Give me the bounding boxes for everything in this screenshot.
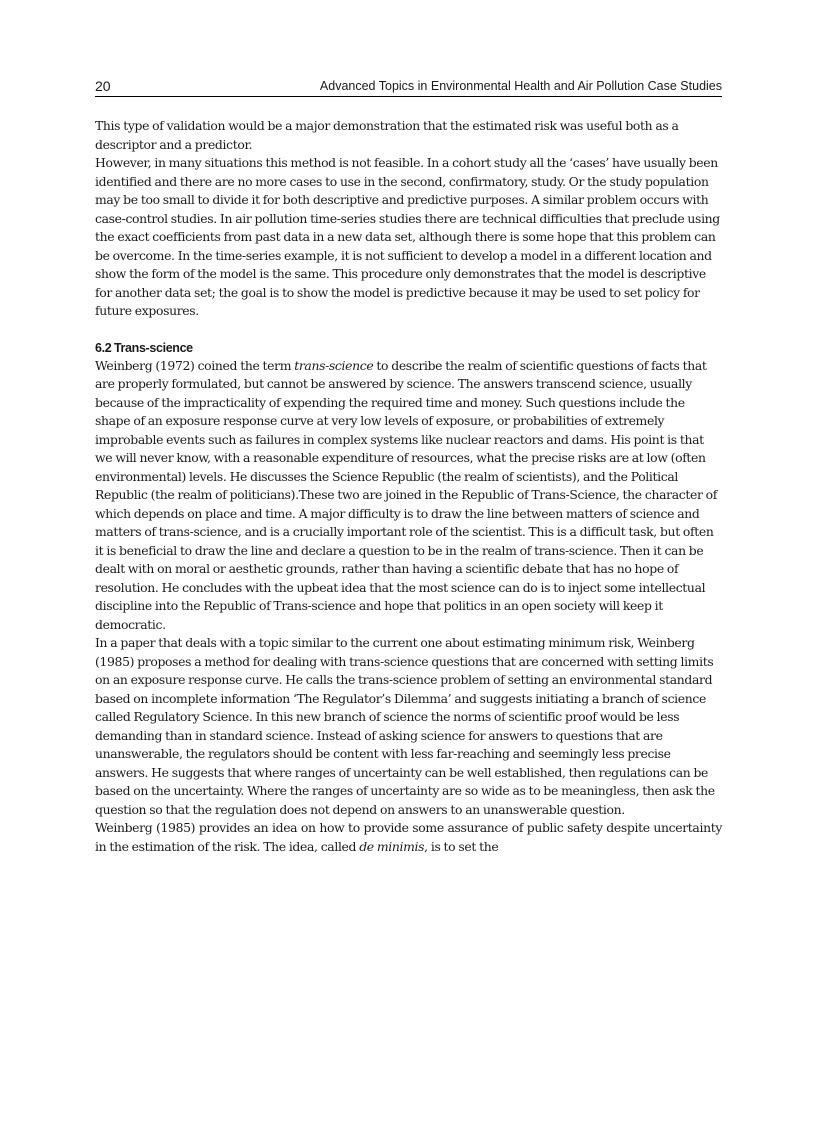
paragraph-text: Weinberg (1972) coined the term	[95, 357, 295, 373]
paragraph-text: Weinberg (1985) provides an idea on how to provide some assurance of public safety despite uncertainty in the estimation of the risk. The idea, called	[95, 820, 722, 854]
paragraph-trans-science	[95, 357, 722, 635]
page-number: 20	[95, 78, 111, 94]
section-heading: 6.2 Trans-science	[95, 340, 193, 355]
paragraph-de-minimis	[95, 819, 722, 856]
italic-term: trans-science	[294, 357, 374, 373]
book-title: Advanced Topics in Environmental Health and Air Pollution Case Studies	[319, 79, 722, 93]
paragraph-regulators-dilemma: In a paper that deals with a topic similar to the current one about estimating minimum risk, Weinberg (1985) proposes a method for dealing with trans-science questions that are concerned with setting limits on an exposure response curve. He calls the trans-science problem of setting an environmental standard based on incomplete information ‘The Regulator’s Dilemma’ and suggests initiating a branch of science called Regulatory Science. In this new branch of science the norms of scientific proof would be less demanding than in standard science. Instead of asking science for answers to questions that are unanswerable, the regulators should be content with less far-reaching and seemingly less precise answers. He suggests that where ranges of uncertainty can be well established, then regulations can be based on the uncertainty. Where the ranges of uncertainty are so wide as to be meaningless, then ask the question so that the regulation does not depend on answers to an unanswerable question.	[95, 635, 715, 817]
paragraph-validation-summary: This type of validation would be a major demonstration that the estimated risk was useful both as a descriptor and a predictor.	[95, 118, 679, 152]
paragraph-text: to describe the realm of scientific questions of facts that are properly formulated, but cannot be answered by science. The answers transcend science, usually because of the impracticality of expending the required time and money. Such questions include the shape of an exposure response curve at very low levels of exposure, or probabilities of extremely improbable events such as failures in complex systems like nuclear reactors and dams. His point is that we will never know, with a reasonable expenditure of resources, what the precise risks are at low (often environmental) levels. He discusses the Science Republic (the realm of scientists), and the Political Republic (the realm of politicians).These two are joined in the Republic of Trans-Science, the character of which depends on place and time. A major difficulty is to draw the line between matters of science and matters of trans-science, and is a crucially important role of the scientist. This is a difficult task, but often it is beneficial to draw the line and declare a question to be in the realm of trans-science. Then it can be dealt with on moral or aesthetic grounds, rather than having a scientific debate that has no hope of resolution. He concludes with the upbeat idea that the most science can do is to inject some intellectual discipline into the Republic of Trans-science and hope that politics in an open society will keep it democratic.	[95, 357, 717, 632]
italic-term: de minimis	[359, 838, 425, 854]
body-text	[95, 117, 722, 856]
paragraph-text: , is to set the	[424, 838, 499, 854]
book-page	[95, 78, 722, 856]
running-header	[95, 78, 722, 97]
paragraph-feasibility: However, in many situations this method is not feasible. In a cohort study all the ‘cases’ have usually been identified and there are no more cases to use in the second, confirmatory, study. Or the study population may be too small to divide it for both descriptive and predictive purposes. A similar problem occurs with case-control studies. In air pollution time-series studies there are technical difficulties that preclude using the exact coefficients from past data in a new data set, although there is some hope that this problem can be overcome. In the time-series example, it is not sufficient to develop a model in a different location and show the form of the model is the same. This procedure only demonstrates that the model is descriptive for another data set; the goal is to show the model is predictive because it may be used to set policy for future exposures.	[95, 155, 720, 318]
